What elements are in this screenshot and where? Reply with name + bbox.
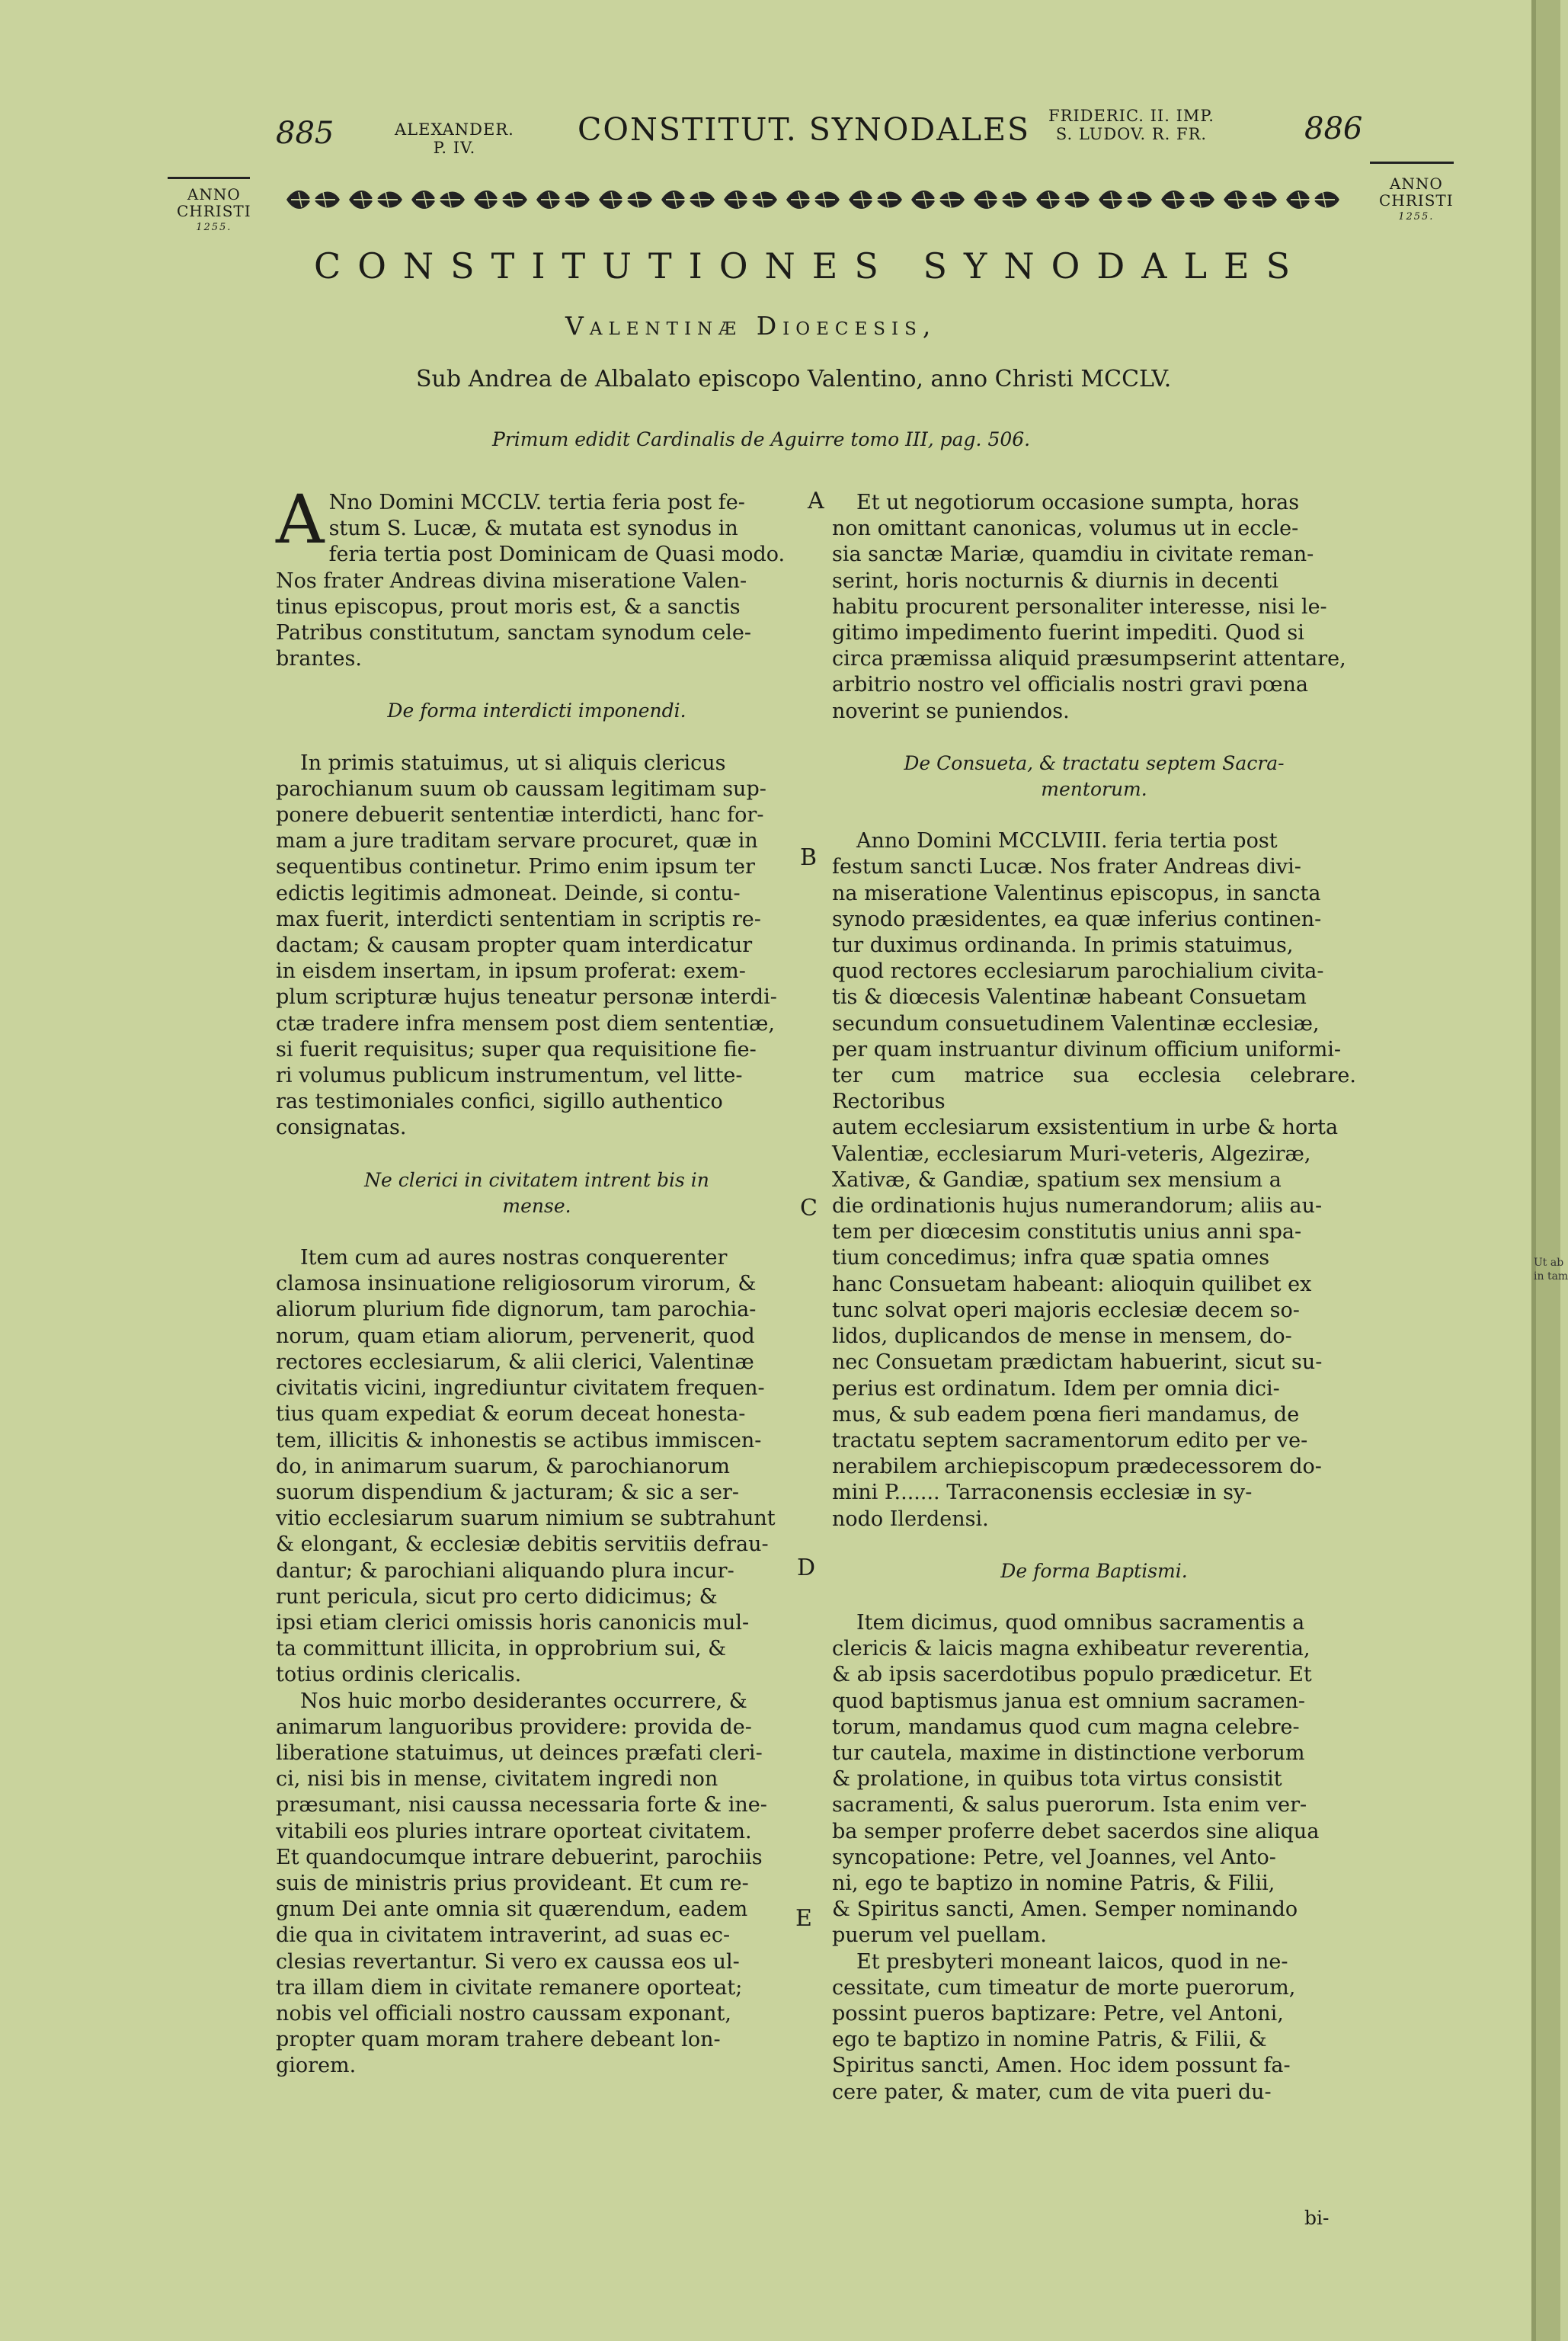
text-line: secundum consuetudinem Valentinæ ecclesiæ, (832, 1011, 1320, 1036)
text-line: tractatu septem sacramentorum edito per ve- (832, 1428, 1308, 1452)
paragraph (276, 480, 798, 672)
text-line: do, in animarum suarum, & parochianorum (276, 1454, 730, 1478)
section-gap (276, 1219, 798, 1245)
year-label: 1255. (196, 222, 232, 233)
text-line: gnum Dei ante omnia sit quærendum, eadem (276, 1897, 748, 1922)
text-line: max fuerit, interdicti sententiam in scriptis re- (276, 907, 761, 931)
page-gutter-shadow (1531, 0, 1536, 2341)
text-line: arbitrio nostro vel officialis nostri gravi pœna (832, 673, 1309, 697)
text-line: possint pueros baptizare: Petre, vel Antoni, (832, 2001, 1284, 2026)
text-line: autem ecclesiarum exsistentium in urbe & horta (832, 1116, 1339, 1140)
text-line: tur duximus ordinanda. In primis statuimus, (832, 934, 1294, 958)
text-line: ras testimoniales confici, sigillo authentico (276, 1090, 723, 1114)
paragraph (276, 1245, 798, 1688)
text-line: stum S. Lucæ, & mutata est synodus in (328, 517, 738, 541)
text-line: aliorum plurium fide dignorum, tam parochia- (276, 1298, 757, 1322)
text-line: tem, illicitis & inhonestis se actibus immiscen- (276, 1428, 762, 1452)
diocese-title: Valentinæ Dioecesis, (565, 311, 937, 341)
margin-letter-a: A (808, 488, 824, 514)
text-line: ipsi etiam clerici omissis horis canonicis mul- (276, 1610, 750, 1635)
christi-label: CHRISTI (177, 202, 251, 220)
text-line: De forma Baptismi. (1000, 1559, 1188, 1582)
text-line: noverint se puniendos. (832, 699, 1070, 723)
text-line: liberatione statuimus, ut deinces præfati cleri- (276, 1741, 763, 1765)
section-gap (832, 1584, 1356, 1610)
text-line: & ab ipsis sacerdotibus populo prædicetur. Et (832, 1663, 1312, 1687)
text-line: suis de ministris prius provideant. Et cum re- (276, 1871, 749, 1895)
text-line: ci, nisi bis in mense, civitatem ingredi non (276, 1767, 718, 1792)
anno-christi-left (177, 186, 251, 236)
section-heading (276, 1167, 798, 1219)
text-line: quod baptismus janua est omnium sacramen- (832, 1689, 1306, 1713)
text-line: nec Consuetam prædictam habuerint, sicut su- (832, 1350, 1323, 1375)
text-line: Spiritus sancti, Amen. Hoc idem possunt fa- (832, 2054, 1291, 2078)
text-line: & prolatione, in quibus tota virtus consistit (832, 1767, 1282, 1792)
text-line: non omittant canonicas, volumus ut in eccle- (832, 517, 1299, 541)
text-line: nobis vel officiali nostro caussam exponant, (276, 2001, 731, 2026)
adjacent-page-edge (1531, 0, 1560, 2341)
running-head-right-bottom: S. LUDOV. R. FR. (1055, 125, 1208, 143)
text-line: syncopatione: Petre, vel Joannes, vel Anto- (832, 1845, 1276, 1869)
paragraph (832, 1949, 1356, 2106)
text-line: per quam instruantur divinum officium uniformi- (832, 1037, 1342, 1062)
text-line: runt pericula, sicut pro certo didicimus; & (276, 1584, 718, 1609)
fragment-line: Ut ab (1534, 1257, 1564, 1269)
text-line: propter quam moram trahere debeant lon- (276, 2028, 721, 2052)
text-line: vitio ecclesiarum suarum nimium se subtrahunt (276, 1507, 776, 1531)
text-line: ter cum matrice sua ecclesia celebrare. Rectoribus (832, 1064, 1356, 1114)
text-line: Patribus constitutum, sanctam synodum cele- (276, 621, 751, 645)
ornament-band (283, 183, 1359, 216)
text-line: edictis legitimis admoneat. Deinde, si contu- (276, 881, 741, 905)
text-line: Et quandocumque intrare debuerint, parochiis (276, 1845, 763, 1869)
text-line: Et presbyteri moneant laicos, quod in ne- (856, 1949, 1288, 1974)
text-line: Item dicimus, quod omnibus sacramentis a (856, 1610, 1305, 1635)
text-line: dactam; & causam propter quam interdicatur (276, 934, 753, 958)
text-line: De Consueta, & tractatu septem Sacra- (904, 751, 1285, 774)
text-line: ego te baptizo in nomine Patris, & Filii, & (832, 2028, 1267, 2052)
text-line: tius quam expediat & eorum deceat honesta- (276, 1402, 746, 1427)
text-line: Nos huic morbo desiderantes occurrere, & (300, 1689, 747, 1713)
running-head-left-top: ALEXANDER. (395, 120, 514, 139)
text-line: lidos, duplicandos de mense in mensem, do- (832, 1324, 1292, 1349)
text-line: & Spiritus sancti, Amen. Semper nominando (832, 1897, 1298, 1922)
running-head-right (1048, 107, 1214, 143)
text-line: ri volumus publicum instrumentum, vel litte- (276, 1064, 743, 1088)
text-line: Et ut negotiorum occasione sumpta, horas (856, 491, 1300, 514)
text-line: tem per diœcesim constitutis unius anni spa- (832, 1220, 1302, 1244)
text-line: perius est ordinatum. Idem per omnia dici- (832, 1376, 1280, 1401)
text-line: plum scripturæ hujus teneatur personæ interdi- (276, 985, 777, 1010)
section-gap (276, 672, 798, 698)
margin-letter-b: B (800, 844, 818, 871)
year-label: 1255. (1398, 211, 1435, 223)
text-line: tra illam diem in civitate remanere oporteat; (276, 1975, 743, 2000)
text-line: clamosa insinuatione religiosorum virorum, & (276, 1272, 757, 1296)
christi-label: CHRISTI (1379, 191, 1454, 210)
text-line: Item cum ad aures nostras conquerenter (300, 1246, 728, 1270)
text-line: rectores ecclesiarum, & alii clerici, Valentinæ (276, 1350, 754, 1374)
text-line: animarum languoribus providere: provida de- (276, 1715, 752, 1739)
paragraph (832, 828, 1356, 1532)
running-head-left (395, 120, 514, 157)
text-line: die qua in civitatem intraverint, ad suas ec- (276, 1923, 731, 1948)
text-line: sequentibus continetur. Primo enim ipsum ter (276, 855, 755, 879)
text-line: Valentiæ, ecclesiarum Muri-veteris, Algeziræ, (832, 1142, 1311, 1166)
section-gap (832, 802, 1356, 828)
subtitle-line: Sub Andrea de Albalato episcopo Valentino, anno Christi MCCLV. (416, 366, 1172, 392)
margin-letter-d: D (797, 1555, 816, 1581)
text-line: norum, quam etiam aliorum, pervenerit, quod (276, 1324, 755, 1348)
text-line: In primis statuimus, ut si aliquis clericus (300, 751, 726, 775)
section-heading (276, 698, 798, 724)
anno-christi-right (1379, 175, 1454, 226)
text-line: ni, ego te baptizo in nomine Patris, & Filii, (832, 1871, 1275, 1895)
text-line: torum, mandamus quod cum magna celebre- (832, 1715, 1300, 1739)
catchword: bi- (1304, 2207, 1330, 2229)
text-line: De forma interdicti imponendi. (387, 700, 686, 722)
anno-rule-left (168, 177, 250, 179)
right-column (832, 490, 1356, 2106)
section-heading (832, 1558, 1356, 1584)
text-line: dantur; & parochiani aliquando plura incur- (276, 1558, 734, 1583)
running-head-right-top: FRIDERIC. II. IMP. (1048, 107, 1214, 125)
text-line: cessitate, cum timeatur de morte puerorum, (832, 1975, 1296, 2000)
text-line: Nos frater Andreas divina miseratione Valen- (276, 568, 747, 593)
text-line: totius ordinis clericalis. (276, 1663, 522, 1687)
text-line: Nno Domini MCCLV. tertia feria post fe- (328, 491, 745, 514)
running-head-left-bottom: P. IV. (433, 139, 476, 157)
text-line: mentorum. (1041, 778, 1147, 801)
text-line: festum sancti Lucæ. Nos frater Andreas divi- (832, 855, 1301, 879)
text-line: suorum dispendium & jacturam; & sic a ser- (276, 1480, 739, 1504)
text-line: tium concedimus; infra quæ spatia omnes (832, 1246, 1270, 1270)
text-line: nodo Ilerdensi. (832, 1507, 989, 1531)
text-line: ponere debuerit sententiæ interdicti, hanc for- (276, 803, 764, 828)
margin-letter-c: C (800, 1195, 818, 1222)
section-gap (832, 725, 1356, 751)
page-number-left: 885 (276, 116, 334, 151)
anno-label: ANNO (1389, 175, 1443, 193)
paragraph (276, 751, 798, 1142)
left-column (276, 480, 798, 2080)
paragraph (832, 1610, 1356, 1949)
text-line: tunc solvat operi majoris ecclesiæ decem so- (832, 1298, 1300, 1322)
text-line: in eisdem insertam, in ipsum proferat: exem- (276, 959, 746, 984)
text-line: ctæ tradere infra mensem post diem sententiæ, (276, 1011, 775, 1036)
section-gap (832, 1532, 1356, 1558)
text-line: mini P....... Tarraconensis ecclesiæ in sy- (832, 1481, 1253, 1505)
fragment-line: in tam (1534, 1270, 1568, 1283)
adjacent-page-fragment (1534, 1256, 1568, 1283)
anno-rule-right (1370, 162, 1454, 164)
edition-note: Primum edidit Cardinalis de Aguirre tomo III, pag. 506. (492, 428, 1031, 450)
text-line: Xativæ, & Gandiæ, spatium sex mensium a (832, 1167, 1282, 1192)
text-line: Ne clerici in civitatem intrent bis in (364, 1168, 709, 1191)
text-line: mense. (502, 1194, 571, 1217)
text-line: clericis & laicis magna exhibeatur reverentia, (832, 1637, 1310, 1661)
main-title: CONSTITUTIONES SYNODALES (314, 245, 1307, 287)
text-line: ba semper proferre debet sacerdos sine aliqua (832, 1819, 1320, 1843)
text-line: tinus episcopus, prout moris est, & a sanctis (276, 594, 741, 619)
text-line: ta committunt illicita, in opprobrium sui, & (276, 1637, 727, 1661)
section-gap (276, 1142, 798, 1167)
anno-label: ANNO (187, 185, 241, 203)
text-line: Anno Domini MCCLVIII. feria tertia post (856, 829, 1278, 853)
text-line: vitabili eos pluries intrare oporteat civitatem. (276, 1819, 752, 1843)
text-line: quod rectores ecclesiarum parochialium civita- (832, 959, 1324, 984)
text-line: cere pater, & mater, cum de vita pueri du- (832, 2080, 1272, 2104)
paragraph (832, 490, 1356, 725)
text-line: sacramenti, & salus puerorum. Ista enim ver- (832, 1793, 1307, 1817)
text-line: parochianum suum ob caussam legitimam sup- (276, 777, 766, 801)
text-line: die ordinationis hujus numerandorum; aliis au- (832, 1194, 1323, 1219)
text-line: brantes. (276, 647, 362, 671)
section-heading (832, 751, 1356, 802)
text-line: serint, horis nocturnis & diurnis in decenti (832, 568, 1278, 593)
text-line: mus, & sub eadem pœna fieri mandamus, de (832, 1402, 1300, 1427)
page-number-right: 886 (1304, 111, 1363, 146)
text-line: hanc Consuetam habeant: alioquin quilibet ex (832, 1272, 1312, 1296)
text-line: nerabilem archiepiscopum prædecessorem do- (832, 1455, 1322, 1479)
margin-letter-e: E (795, 1905, 812, 1932)
text-line: puerum vel puellam. (832, 1923, 1047, 1948)
section-gap (276, 725, 798, 751)
text-line: tur cautela, maxime in distinctione verborum (832, 1741, 1305, 1765)
text-line: consignatas. (276, 1116, 407, 1140)
text-line: si fuerit requisitus; super qua requisitione fie- (276, 1037, 757, 1062)
text-line: sia sanctæ Mariæ, quamdiu in civitate reman- (832, 543, 1314, 567)
text-line: præsumant, nisi caussa necessaria forte & ine- (276, 1793, 767, 1817)
drop-cap: A (276, 480, 325, 559)
text-line: synodo præsidentes, ea quæ inferius continen- (832, 907, 1322, 931)
text-line: na miseratione Valentinus episcopus, in sancta (832, 881, 1321, 905)
text-line: clesias revertantur. Si vero ex caussa eos ul- (276, 1949, 740, 1974)
text-line: tis & diœcesis Valentinæ habeant Consuetam (832, 985, 1307, 1010)
text-line: habitu procurent personaliter interesse, nisi le- (832, 594, 1327, 619)
text-line: & elongant, & ecclesiæ debitis servitiis defrau- (276, 1532, 769, 1557)
paragraph (276, 1689, 798, 2080)
text-line: mam a jure traditam servare procuret, quæ in (276, 829, 758, 853)
text-line: feria tertia post Dominicam de Quasi modo. (328, 543, 786, 567)
text-line: circa præmissa aliquid præsumpserint attentare, (832, 647, 1346, 671)
text-line: giorem. (276, 2054, 357, 2078)
text-line: gitimo impedimento fuerint impediti. Quod si (832, 621, 1304, 645)
text-line: civitatis vicini, ingrediuntur civitatem frequen- (276, 1376, 765, 1401)
running-title: CONSTITUT. SYNODALES (578, 111, 1031, 148)
